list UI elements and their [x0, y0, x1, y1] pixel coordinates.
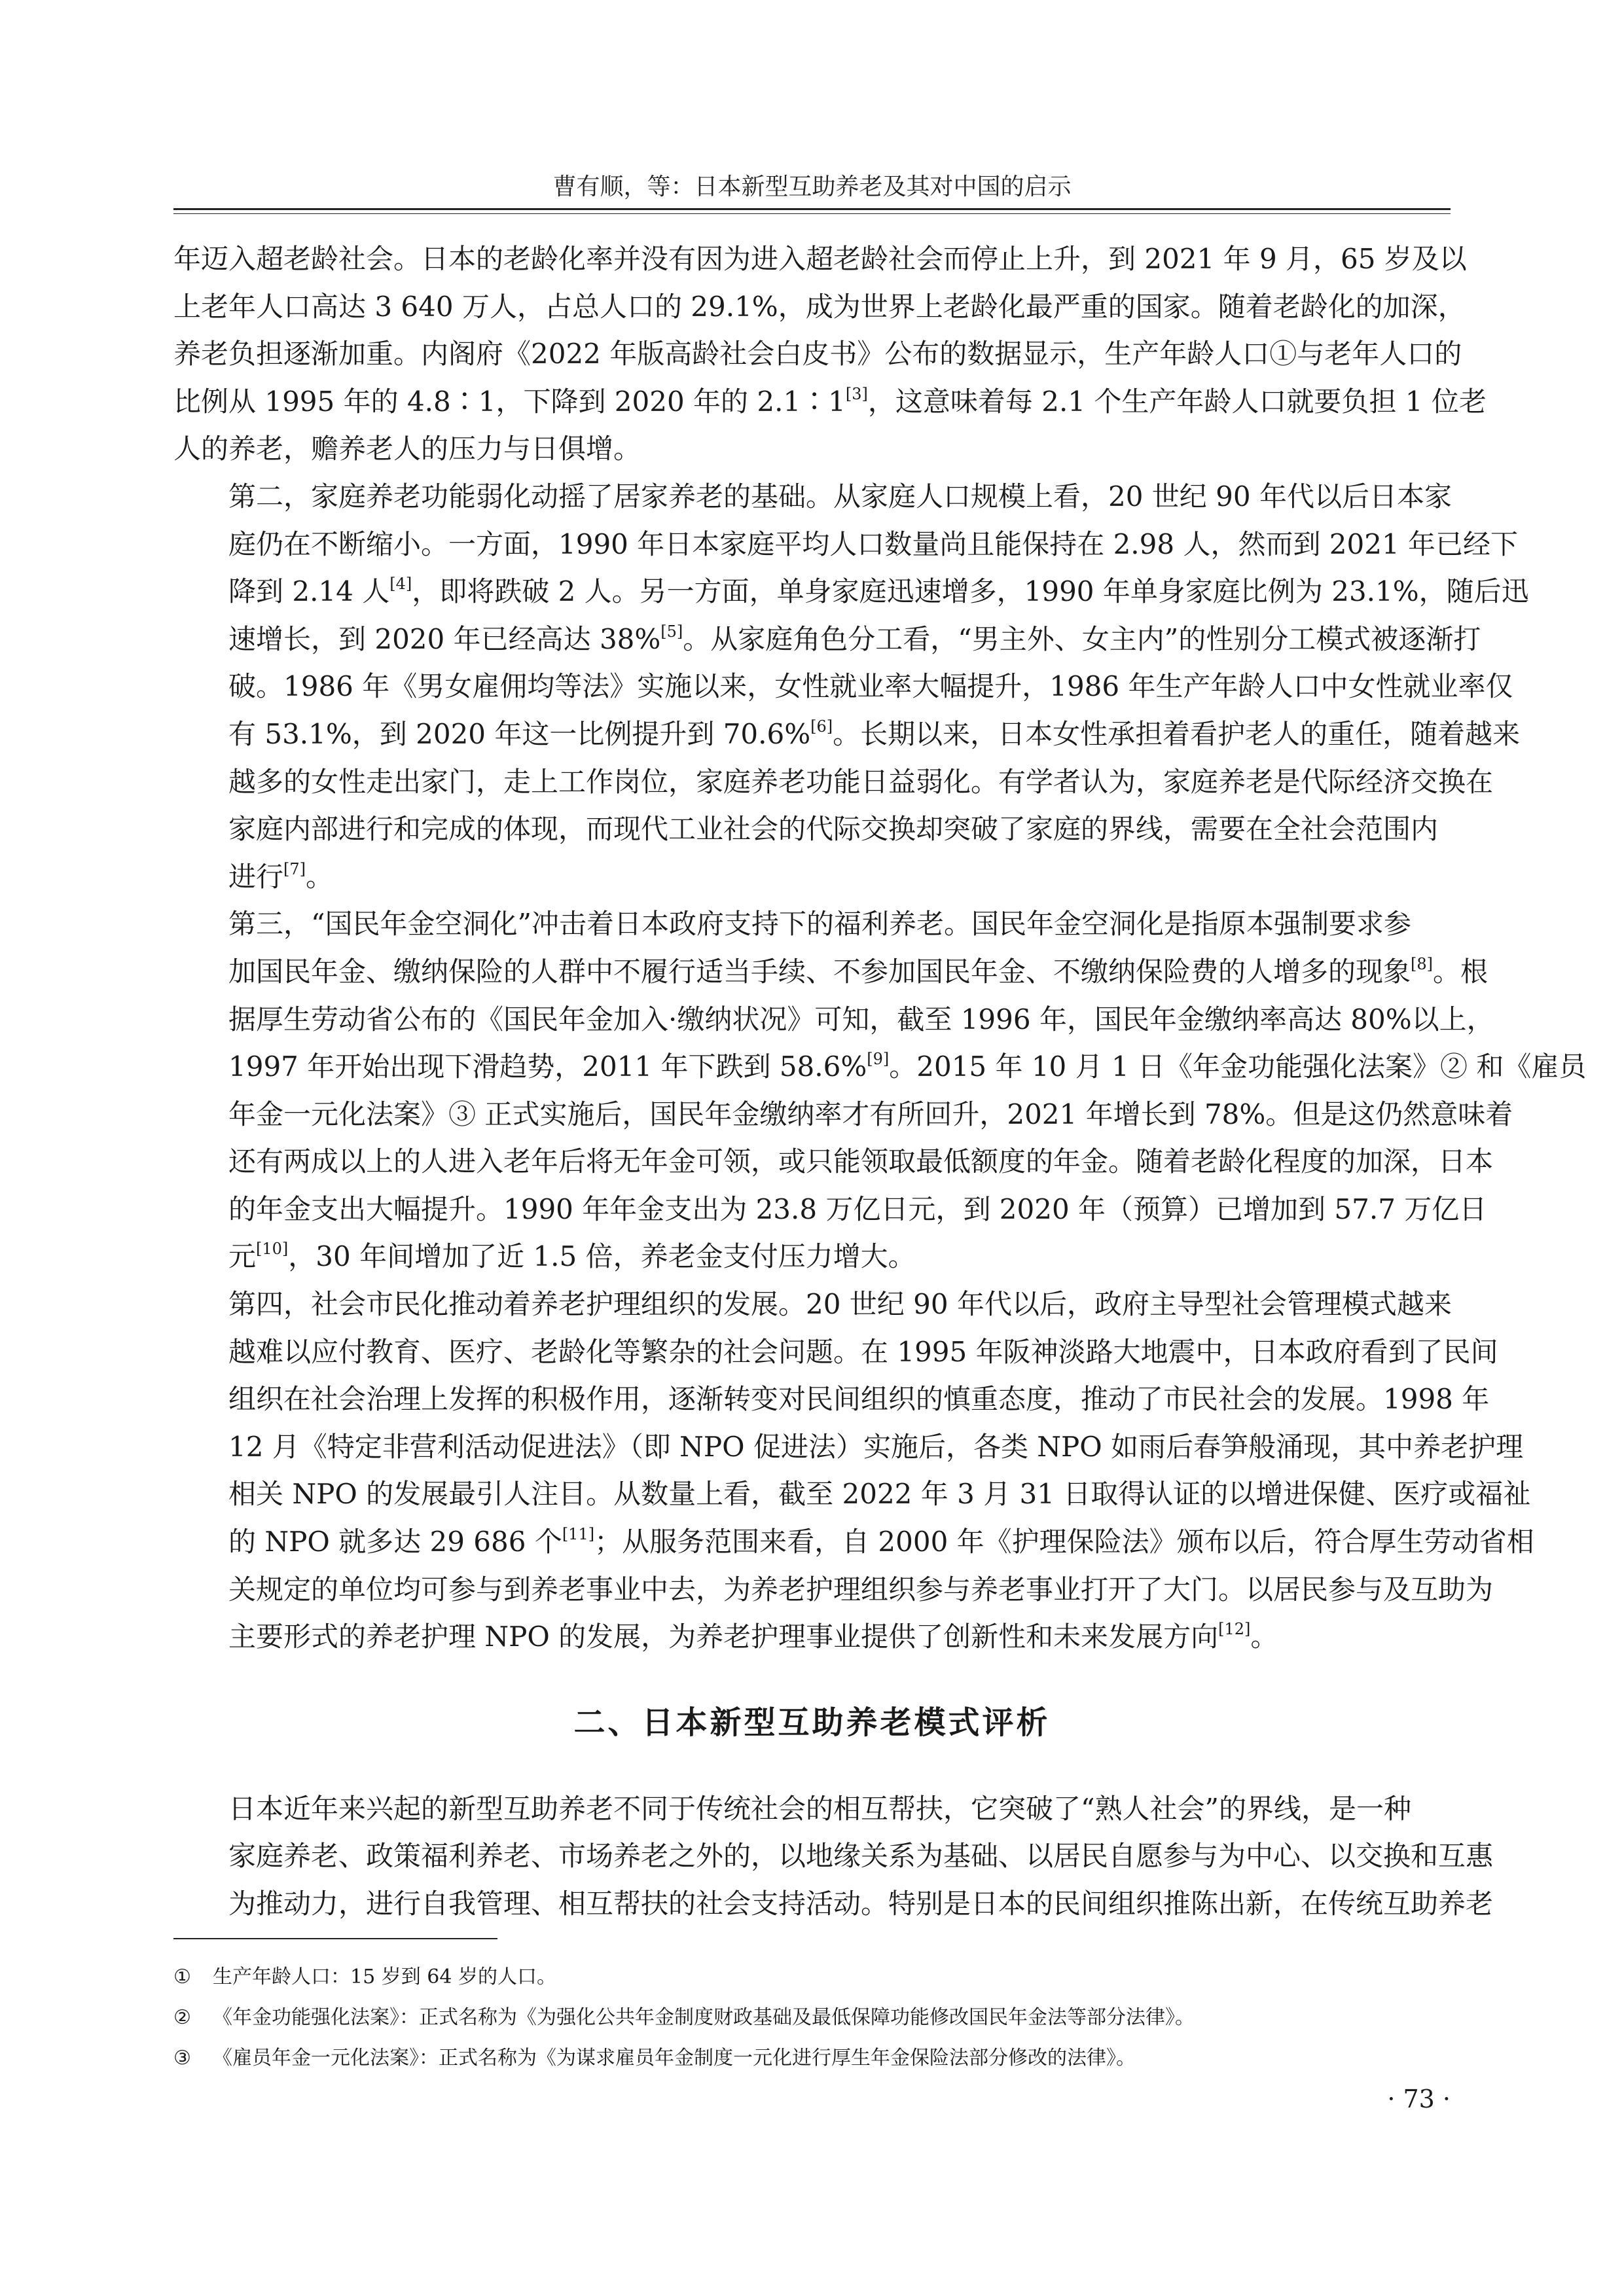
running-header: 曹有顺，等：日本新型互助养老及其对中国的启示 — [552, 173, 1072, 200]
footnotes — [173, 1957, 1451, 2079]
citation-ref: [6] — [810, 717, 833, 736]
footnote-rule — [173, 1938, 497, 1939]
citation-ref: [5] — [660, 622, 683, 641]
citation-ref: [3] — [845, 384, 868, 403]
text-line: 组织在社会治理上发挥的积极作用，逐渐转变对民间组织的慎重态度，推动了市民社会的发展。1998 年 — [228, 1383, 1490, 1416]
text-line: 年迈入超老龄社会。日本的老龄化率并没有因为进入超老龄社会而停止上升，到 2021 年 9 月，65 岁及以 — [173, 243, 1467, 275]
text-line: 上老年人口高达 3 640 万人，占总人口的 29.1%，成为世界上老龄化最严重的国家。随着老龄化的加深， — [173, 290, 1466, 323]
footnote-mark: ③ — [173, 2047, 191, 2070]
paragraph — [173, 1281, 1534, 1661]
footnote-text: 《雇员年金一元化法案》：正式名称为《为谋求雇员年金制度一元化进行厚生年金保险法部分修改的法律》。 — [213, 2047, 1136, 2070]
text-line: 为推动力，进行自我管理、相互帮扶的社会支持活动。特别是日本的民间组织推陈出新，在传统互助养老 — [228, 1888, 1494, 1920]
citation-ref: [11] — [562, 1525, 595, 1544]
text-line: 有 53.1%，到 2020 年这一比例提升到 70.6%[6]。长期以来，日本女性承担着看护老人的重任，随着越来 — [228, 717, 1521, 750]
text-line: 第四，社会市民化推动着养老护理组织的发展。20 世纪 90 年代以后，政府主导型社会管理模式越来 — [228, 1288, 1452, 1321]
text-line: 进行[7]。 — [228, 859, 334, 893]
text-line: 12 月《特定非营利活动促进法》（即 NPO 促进法）实施后，各类 NPO 如雨后春笋般涌现，其中养老护理 — [228, 1430, 1524, 1463]
footnote — [173, 1957, 1451, 1998]
text-line: 据厚生劳动省公布的《国民年金加入·缴纳状况》可知，截至 1996 年，国民年金缴纳率高达 80%以上， — [228, 1003, 1494, 1035]
text-line: 元[10]，30 年间增加了近 1.5 倍，养老金支付压力增大。 — [228, 1240, 916, 1273]
header-rule-thick — [173, 208, 1451, 210]
footnote — [173, 1998, 1451, 2038]
citation-ref: [7] — [283, 859, 306, 878]
footnote-text: 生产年龄人口：15 岁到 64 岁的人口。 — [213, 1965, 556, 1988]
text-line: 主要形式的养老护理 NPO 的发展，为养老护理事业提供了创新性和未来发展方向[12]。 — [228, 1620, 1278, 1653]
footnote-text: 《年金功能强化法案》：正式名称为《为强化公共年金制度财政基础及最低保障功能修改国民年金法等部分法律》。 — [213, 2006, 1195, 2029]
text-line: 家庭养老、政策福利养老、市场养老之外的，以地缘关系为基础、以居民自愿参与为中心、以交换和互惠 — [228, 1840, 1494, 1873]
text-line: 庭仍在不断缩小。一方面，1990 年日本家庭平均人口数量尚且能保持在 2.98 人，然而到 2021 年已经下 — [228, 528, 1519, 560]
text-line: 比例从 1995 年的 4.8∶1，下降到 2020 年的 2.1∶1[3]，这意味着每 2.1 个生产年龄人口就要负担 1 位老 — [173, 384, 1487, 418]
paragraph — [173, 473, 1529, 901]
citation-ref: [4] — [389, 575, 412, 594]
section-title: 二、日本新型互助养老模式评析 — [573, 1704, 1051, 1741]
text-line: 破。1986 年《男女雇佣均等法》实施以来，女性就业率大幅提升，1986 年生产年龄人口中女性就业率仅 — [228, 670, 1513, 703]
citation-ref: [9] — [867, 1050, 890, 1069]
citation-ref: [8] — [1411, 954, 1434, 973]
footnote-mark: ② — [173, 2006, 191, 2029]
text-line: 降到 2.14 人[4]，即将跌破 2 人。另一方面，单身家庭迅速增多，1990 年单身家庭比例为 23.1%，随后迅 — [228, 575, 1529, 608]
text-line: 的年金支出大幅提升。1990 年年金支出为 23.8 万亿日元，到 2020 年（预算）已增加到 57.7 万亿日 — [228, 1193, 1487, 1225]
text-line: 1997 年开始出现下滑趋势，2011 年下跌到 58.6%[9]。2015 年 10 月 1 日《年金功能强化法案》② 和《雇员 — [228, 1050, 1587, 1083]
page-number: · 73 · — [1387, 2085, 1451, 2113]
text-line: 还有两成以上的人进入老年后将无年金可领，或只能领取最低额度的年金。随着老龄化程度的加深，日本 — [228, 1145, 1494, 1178]
text-line: 加国民年金、缴纳保险的人群中不履行适当手续、不参加国民年金、不缴纳保险费的人增多的现象[8]。根 — [228, 954, 1489, 988]
text-line: 越难以应付教育、医疗、老龄化等繁杂的社会问题。在 1995 年阪神淡路大地震中，日本政府看到了民间 — [228, 1335, 1498, 1368]
text-line: 第三，“国民年金空洞化”冲击着日本政府支持下的福利养老。国民年金空洞化是指原本强制要求参 — [228, 908, 1411, 941]
header-rule-thin — [173, 213, 1451, 214]
text-line: 关规定的单位均可参与到养老事业中去，为养老护理组织参与养老事业打开了大门。以居民参与及互助为 — [228, 1573, 1494, 1605]
text-line: 越多的女性走出家门，走上工作岗位，家庭养老功能日益弱化。有学者认为，家庭养老是代际经济交换在 — [228, 765, 1494, 798]
citation-ref: [12] — [1218, 1620, 1251, 1639]
text-line: 家庭内部进行和完成的体现，而现代工业社会的代际交换却突破了家庭的界线，需要在全社会范围内 — [228, 813, 1439, 846]
paragraph — [173, 901, 1587, 1281]
footnote — [173, 2038, 1451, 2079]
text-line: 人的养老，赡养老人的压力与日俱增。 — [173, 433, 641, 465]
footnote-mark: ① — [173, 1965, 191, 1988]
section-paragraph — [173, 1785, 1494, 1928]
text-line: 养老负担逐渐加重。内阁府《2022 年版高龄社会白皮书》公布的数据显示，生产年龄人口①与老年人口的 — [173, 338, 1462, 370]
text-line: 第二，家庭养老功能弱化动摇了居家养老的基础。从家庭人口规模上看，20 世纪 90 年代以后日本家 — [228, 480, 1452, 512]
paragraph — [173, 236, 1487, 473]
body-text — [173, 236, 1587, 1928]
text-line: 相关 NPO 的发展最引人注目。从数量上看，截至 2022 年 3 月 31 日取得认证的以增进保健、医疗或福祉 — [228, 1478, 1531, 1511]
citation-ref: [10] — [256, 1240, 289, 1259]
text-line: 日本近年来兴起的新型互助养老不同于传统社会的相互帮扶，它突破了“熟人社会”的界线，是一种 — [228, 1792, 1411, 1825]
text-line: 的 NPO 就多达 29 686 个[11]；从服务范围来看，自 2000 年《护理保险法》颁布以后，符合厚生劳动省相 — [228, 1525, 1534, 1558]
text-line: 年金一元化法案》③ 正式实施后，国民年金缴纳率才有所回升，2021 年增长到 78%。但是这仍然意味着 — [228, 1098, 1513, 1130]
text-line: 速增长，到 2020 年已经高达 38%[5]。从家庭角色分工看，“男主外、女主内”的性别分工模式被逐渐打 — [228, 622, 1481, 655]
